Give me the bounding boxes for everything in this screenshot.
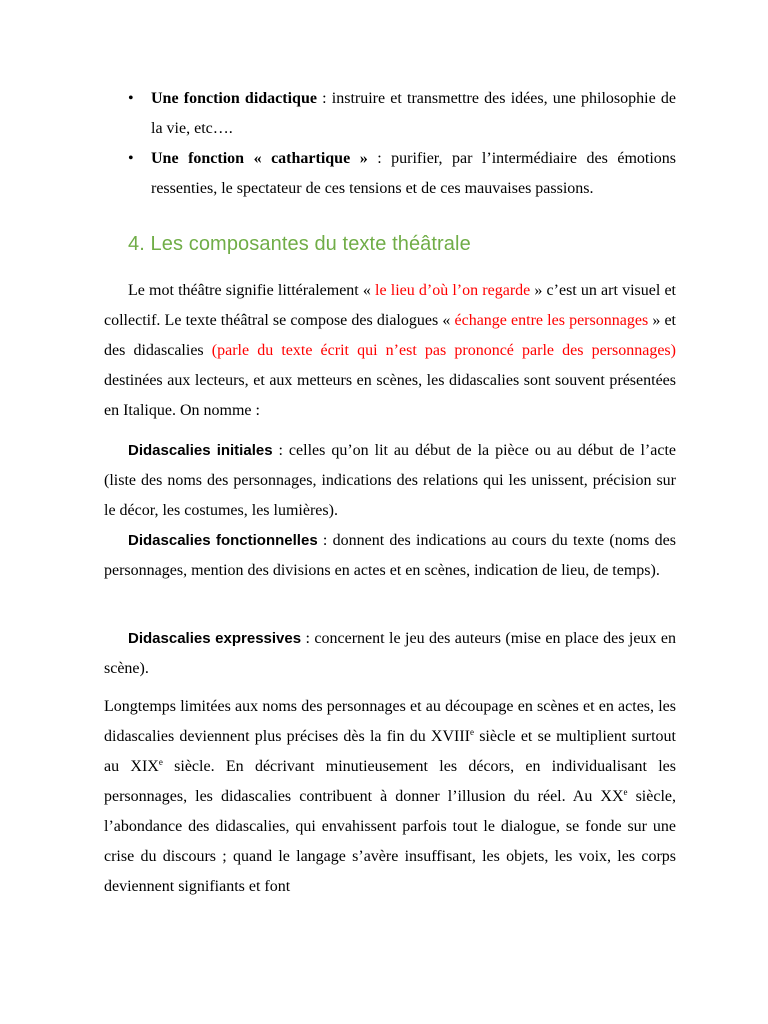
intro-text: » et des didascalies [104,312,677,359]
bullet-marker: • [128,150,134,167]
list-item-text: : purifier, par l’intermédiaire des émotions ressenties, le spectateur de ces tensions et de ces mauvaises passions. [151,150,676,197]
closing-text: siècle, l’abondance des didascalies, qui envahissent parfois tout le dialogue, se fonde sur une crise du discours ; quand le langage s’avère insuffisant, les objets, les voix, les corps deviennent signifiants et font [104,788,677,895]
intro-paragraph [104,276,676,426]
didascalie-paragraph [104,436,676,526]
intro-text: Le mot théâtre signifie littéralement « [128,282,376,299]
didascalie-text: : concernent le jeu des auteurs (mise en place des jeux en scène). [104,630,677,677]
list-item [128,144,676,204]
closing-text: siècle et se multiplient surtout au XIX [104,728,676,775]
list-item-term: Une fonction didactique [151,90,317,107]
bullet-marker: • [128,90,134,107]
didascalie-paragraph [104,624,676,684]
intro-highlight: (parle du texte écrit qui n’est pas prononcé parle des personnages) [211,342,676,359]
closing-text: Longtemps limitées aux noms des personnages et au découpage en scènes et en actes, les didascalies deviennent plus précises dès la fin du XVIII [104,698,676,745]
function-list [128,84,676,204]
superscript: e [158,757,163,767]
didascalie-term: Didascalies expressives [128,630,302,647]
intro-highlight: échange entre les personnages [454,312,649,329]
list-item-text: : instruire et transmettre des idées, une philosophie de la vie, etc…. [151,90,676,137]
intro-text: » c’est un art visuel et collectif. Le texte théâtral se compose des dialogues « [104,282,676,329]
intro-text: destinées aux lecteurs, et aux metteurs en scènes, les didascalies sont souvent présentées en Italique. On nomme : [104,372,676,419]
closing-paragraph [104,692,676,902]
closing-text: siècle. En décrivant minutieusement les décors, en individualisant les personnages, les didascalies contribuent à donner l’illusion du réel. Au XX [104,758,676,805]
didascalie-term: Didascalies initiales [128,442,273,459]
didascalie-text: : celles qu’on lit au début de la pièce ou au début de l’acte (liste des noms des personnages, indications des relations qui les unissent, précision sur le décor, les costumes, les lumières). [104,442,676,519]
didascalie-text: : donnent des indications au cours du texte (noms des personnages, mention des divisions en actes et en scènes, indication de lieu, de temps). [104,532,676,579]
intro-highlight: le lieu d’où l’on regarde [375,282,531,299]
didascalie-term: Didascalies fonctionnelles [128,532,318,549]
section-heading: 4. Les composantes du texte théâtrale [128,233,471,255]
didascalie-paragraph [104,526,676,586]
superscript: e [623,787,628,797]
list-item [128,84,676,144]
superscript: e [470,727,474,737]
list-item-term: Une fonction « cathartique » [151,150,368,167]
